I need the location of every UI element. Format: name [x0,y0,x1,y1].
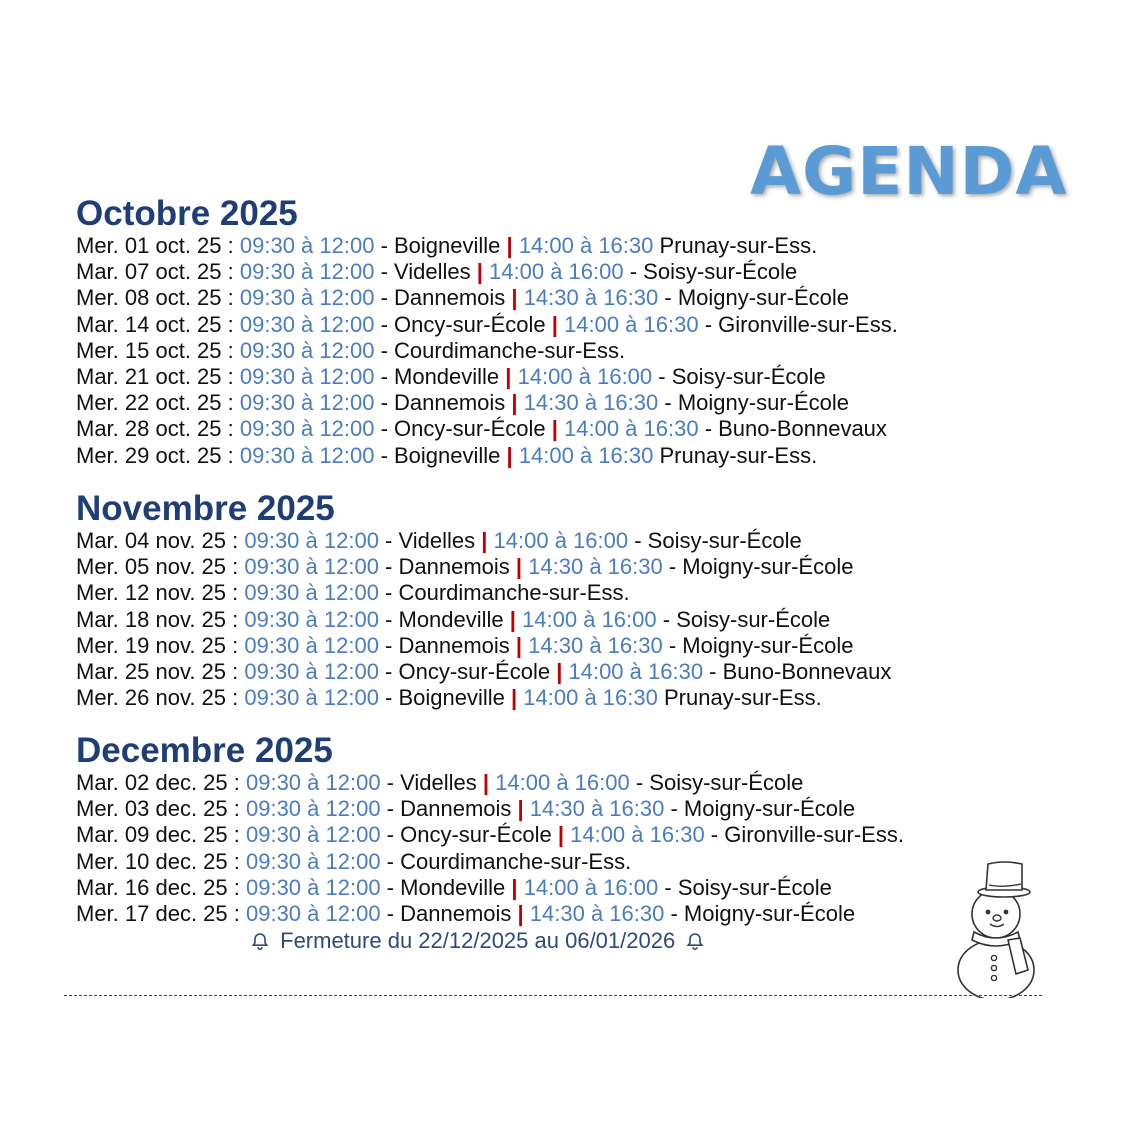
month-december [76,732,904,927]
entry-date: Mer. 10 dec. 25 : [76,848,246,874]
schedule-line [76,685,891,711]
morning-time: 09:30 à 12:00 [244,580,379,606]
morning-time: 09:30 à 12:00 [244,554,379,580]
entry-date: Mar. 21 oct. 25 : [76,364,240,390]
schedule-line [76,770,904,796]
closure-notice [250,928,705,954]
schedule-line [76,259,898,285]
morning-place: - Mondeville [374,364,506,390]
morning-time: 09:30 à 12:00 [239,259,375,285]
afternoon-place: - Moigny-sur-École [662,632,854,658]
afternoon-place: - Soisy-sur-École [628,528,802,553]
morning-place: - Mondeville [378,606,510,632]
morning-time: 09:30 à 12:00 [244,685,379,711]
morning-place: - Oncy-sur-École [374,416,552,442]
afternoon-time: 14:00 à 16:30 [570,822,705,848]
schedule-line [76,875,904,901]
entry-date: Mer. 08 oct. 25 : [76,285,240,311]
month-october [76,195,898,469]
entry-date: Mar. 18 nov. 25 : [76,606,245,632]
bell-icon [250,928,276,953]
slot-separator: | [476,259,483,285]
afternoon-place: - Gironville-sur-Ess. [698,311,898,337]
afternoon-time: 14:30 à 16:30 [529,901,665,927]
entry-date: Mar. 04 nov. 25 : [76,528,245,553]
morning-place: - Dannemois [374,390,512,416]
slot-separator: | [551,311,558,337]
afternoon-place: - Gironville-sur-Ess. [704,822,904,848]
slot-separator: | [551,416,558,442]
morning-time: 09:30 à 12:00 [239,364,375,390]
morning-place: - Videlles [380,770,483,795]
agenda-title: AGENDA [750,133,1068,210]
afternoon-place: - Moigny-sur-École [664,901,856,927]
slot-separator: | [517,796,524,822]
entry-date: Mer. 03 dec. 25 : [76,796,246,822]
afternoon-time: 14:30 à 16:30 [523,285,659,311]
entry-date: Mer. 01 oct. 25 : [76,233,240,258]
morning-time: 09:30 à 12:00 [239,337,375,363]
afternoon-place: - Soisy-sur-École [629,770,804,795]
entry-date: Mer. 12 nov. 25 : [76,580,245,606]
morning-time: 09:30 à 12:00 [239,442,375,468]
slot-separator: | [506,442,513,468]
month-title: Octobre 2025 [76,194,298,233]
slot-separator: | [506,233,513,258]
slot-separator: | [511,874,518,900]
schedule-list [76,528,891,711]
morning-place: - Dannemois [380,796,518,822]
schedule-line [76,390,898,416]
morning-time: 09:30 à 12:00 [244,659,379,685]
schedule-line [76,849,904,875]
slot-separator: | [509,606,516,632]
entry-date: Mar. 16 dec. 25 : [76,874,246,900]
morning-time: 09:30 à 12:00 [245,796,381,822]
entry-date: Mar. 28 oct. 25 : [76,416,240,442]
slot-separator: | [505,364,512,390]
afternoon-time: 14:00 à 16:30 [564,416,699,442]
entry-date: Mar. 07 oct. 25 : [76,259,240,285]
morning-time: 09:30 à 12:00 [239,390,375,416]
afternoon-time: 14:00 à 16:30 [568,659,704,685]
afternoon-place: - Soisy-sur-École [658,874,832,900]
afternoon-place: - Buno-Bonnevaux [703,659,892,685]
slot-separator: | [517,901,524,927]
morning-time: 09:30 à 12:00 [245,874,381,900]
schedule-line [76,607,891,633]
morning-place: - Oncy-sur-École [380,822,558,848]
afternoon-place: - Moigny-sur-École [662,554,854,580]
morning-place: - Courdimanche-sur-Ess. [380,848,632,874]
morning-time: 09:30 à 12:00 [244,528,379,553]
schedule-list [76,233,898,469]
slot-separator: | [556,659,563,685]
slot-separator: | [515,554,523,580]
afternoon-time: 14:00 à 16:00 [517,364,653,390]
morning-place: - Courdimanche-sur-Ess. [374,337,626,363]
entry-date: Mer. 22 oct. 25 : [76,390,240,416]
slot-separator: | [557,822,564,848]
slot-separator: | [511,685,518,711]
entry-date: Mar. 25 nov. 25 : [76,659,245,685]
morning-place: - Courdimanche-sur-Ess. [378,580,630,606]
morning-place: - Boigneville [378,685,512,711]
entry-date: Mer. 05 nov. 25 : [76,554,245,580]
month-november [76,490,891,711]
afternoon-place: - Soisy-sur-École [656,606,831,632]
morning-time: 09:30 à 12:00 [239,311,375,337]
afternoon-place: - Buno-Bonnevaux [698,416,887,442]
morning-time: 09:30 à 12:00 [239,416,375,442]
afternoon-time: 14:00 à 16:30 [564,311,699,337]
schedule-line [76,416,898,442]
entry-date: Mer. 15 oct. 25 : [76,337,240,363]
schedule-line [76,285,898,311]
morning-time: 09:30 à 12:00 [245,770,381,795]
afternoon-time: 14:00 à 16:00 [489,259,624,285]
slot-separator: | [511,390,518,416]
afternoon-place: - Moigny-sur-École [658,285,849,311]
afternoon-place: - Moigny-sur-École [664,796,856,822]
morning-time: 09:30 à 12:00 [244,632,379,658]
entry-date: Mer. 17 dec. 25 : [76,901,246,927]
morning-place: - Boigneville [374,233,507,258]
morning-place: - Boigneville [374,442,507,468]
morning-time: 09:30 à 12:00 [245,901,381,927]
afternoon-time: 14:30 à 16:30 [523,390,659,416]
afternoon-time: 14:00 à 16:00 [522,606,657,632]
afternoon-place: - Moigny-sur-École [658,390,849,416]
afternoon-time: 14:00 à 16:30 [518,233,654,258]
schedule-line [76,443,898,469]
morning-place: - Mondeville [380,874,512,900]
bell-icon [685,928,705,953]
schedule-line [76,233,898,259]
schedule-line [76,901,904,927]
entry-date: Mer. 26 nov. 25 : [76,685,245,711]
afternoon-place: - Soisy-sur-École [652,364,826,390]
morning-place: - Dannemois [378,632,516,658]
schedule-line [76,822,904,848]
morning-time: 09:30 à 12:00 [244,606,379,632]
afternoon-time: 14:30 à 16:30 [529,796,665,822]
morning-place: - Videlles [378,528,482,553]
afternoon-place: - Soisy-sur-École [623,259,798,285]
morning-place: - Dannemois [378,554,516,580]
schedule-line [76,659,891,685]
morning-place: - Oncy-sur-École [378,659,557,685]
schedule-line [76,528,891,554]
dashed-divider [64,995,1042,996]
schedule-line [76,580,891,606]
schedule-line [76,633,891,659]
afternoon-time: 14:30 à 16:30 [528,632,663,658]
entry-date: Mar. 09 dec. 25 : [76,822,246,848]
month-title: Decembre 2025 [76,731,333,770]
morning-place: - Oncy-sur-École [374,311,552,337]
closure-text: Fermeture du 22/12/2025 au 06/01/2026 [280,928,676,953]
morning-place: - Dannemois [374,285,512,311]
schedule-line [76,554,891,580]
afternoon-place: Prunay-sur-Ess. [653,233,818,258]
entry-date: Mar. 02 dec. 25 : [76,770,246,795]
afternoon-time: 14:00 à 16:00 [495,770,630,795]
afternoon-time: 14:00 à 16:30 [523,685,658,711]
slot-separator: | [482,770,490,795]
entry-date: Mer. 29 oct. 25 : [76,442,240,468]
entry-date: Mar. 14 oct. 25 : [76,311,240,337]
afternoon-time: 14:00 à 16:00 [493,528,629,553]
afternoon-place: Prunay-sur-Ess. [657,685,822,711]
month-title: Novembre 2025 [76,489,335,528]
morning-time: 09:30 à 12:00 [245,822,381,848]
morning-place: - Videlles [374,259,477,285]
afternoon-place: Prunay-sur-Ess. [653,442,818,468]
morning-time: 09:30 à 12:00 [245,848,381,874]
schedule-list [76,770,904,927]
schedule-line [76,796,904,822]
schedule-line [76,312,898,338]
afternoon-time: 14:00 à 16:00 [523,874,659,900]
schedule-line [76,364,898,390]
morning-place: - Dannemois [380,901,518,927]
morning-time: 09:30 à 12:00 [239,233,375,258]
slot-separator: | [511,285,518,311]
afternoon-time: 14:00 à 16:30 [518,442,654,468]
snowman-icon [950,858,1042,1003]
slot-separator: | [481,528,488,553]
schedule-line [76,338,898,364]
morning-time: 09:30 à 12:00 [239,285,375,311]
slot-separator: | [515,632,523,658]
entry-date: Mer. 19 nov. 25 : [76,632,245,658]
afternoon-time: 14:30 à 16:30 [528,554,663,580]
